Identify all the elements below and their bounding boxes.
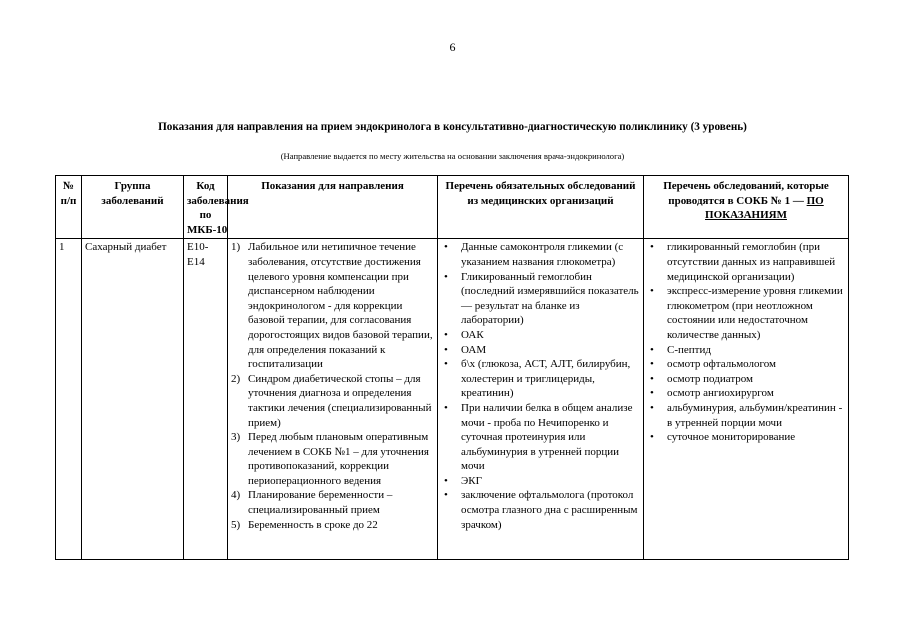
required-exam-item: • заключение офтальмолога (протокол осмотра глазного дна с расширенным зрачком) (441, 488, 640, 532)
sokb-exam-item: • осмотр офтальмологом (647, 357, 845, 372)
sokb-exam-item: • суточное мониторирование (647, 430, 845, 445)
cell-indications (228, 239, 438, 560)
sokb-exam-item: • осмотр подиатром (647, 372, 845, 387)
required-exams-list (441, 240, 640, 532)
header-code: Код заболевания по МКБ-10 (184, 176, 228, 239)
indication-item: Планирование беременности – специализированный прием (248, 489, 393, 517)
header-sokb-exams-prefix: Перечень обследований, которые проводятся в СОКБ № 1 — (663, 180, 829, 207)
header-sokb-exams (644, 176, 849, 239)
required-exam-item: • Гликированный гемоглобин (последний измерявшийся показатель — результат на бланке из лаборатории) (441, 270, 640, 328)
table-header-row (56, 176, 849, 239)
cell-required-exams (438, 239, 644, 560)
required-exam-item: • Данные самоконтроля гликемии (с указанием названия глюкометра) (441, 240, 640, 269)
cell-sokb-exams (644, 239, 849, 560)
required-exam-item: • ОАМ (441, 343, 640, 358)
table-row (56, 239, 849, 560)
header-group: Группа заболеваний (82, 176, 184, 239)
cell-num: 1 (56, 239, 82, 560)
cell-code: E10-E14 (184, 239, 228, 560)
sokb-exam-item: • альбуминурия, альбумин/креатинин - в утренней порции мочи (647, 401, 845, 430)
sokb-exam-item: • гликированный гемоглобин (при отсутствии данных из направившей медицинской организации) (647, 240, 845, 284)
required-exam-item: • При наличии белка в общем анализе мочи - проба по Нечипоренко и суточная протеинурия или альбуминурия в утренней порции мочи (441, 401, 640, 474)
indications-list (231, 240, 434, 532)
header-num: № п/п (56, 176, 82, 239)
sokb-exam-item: • экспресс-измерение уровня гликемии глюкометром (при неотложном состоянии или недостаточном количестве данных) (647, 284, 845, 342)
page-number: 6 (449, 40, 456, 54)
required-exam-item: • б\х (глюкоза, АСТ, АЛТ, билирубин, холестерин и триглицериды, креатинин) (441, 357, 640, 401)
indication-item: Беременность в сроке до 22 (248, 518, 378, 531)
document-title: Показания для направления на прием эндокринолога в консультативно-диагностическую поликлинику (3 уровень) (158, 121, 747, 133)
required-exam-item: • ОАК (441, 328, 640, 343)
sokb-exams-list (647, 240, 845, 444)
sokb-exam-item: • осмотр ангиохирургом (647, 386, 845, 401)
header-required-exams: Перечень обязательных обследований из медицинских организаций (438, 176, 644, 239)
sokb-exam-item: • С-пептид (647, 343, 845, 358)
required-exam-item: • ЭКГ (441, 474, 640, 489)
header-indications: Показания для направления (228, 176, 438, 239)
cell-group: Сахарный диабет (82, 239, 184, 560)
indication-item: Перед любым плановым оперативным лечением в СОКБ №1 – для уточнения противопоказаний, коррекции периоперационного ведения (248, 431, 429, 487)
indications-table (55, 175, 849, 560)
indication-item: Синдром диабетической стопы – для уточнения диагноза и определения тактики лечения (специализированный прием) (248, 372, 432, 429)
document-subtitle: (Направление выдается по месту жительства на основании заключения врача-эндокринолога) (280, 151, 625, 161)
header-sokb-exams-underlined: ПО ПОКАЗАНИЯМ (705, 194, 824, 222)
indication-item: Лабильное или нетипичное течение заболевания, отсутствие достижения целевого уровня компенсации при диспансерном наблюдении эндокринологом - для коррекции базовой терапии, для согласования дорогостоящих видов базовой терапии, для определения показаний к госпитализации (248, 241, 433, 371)
